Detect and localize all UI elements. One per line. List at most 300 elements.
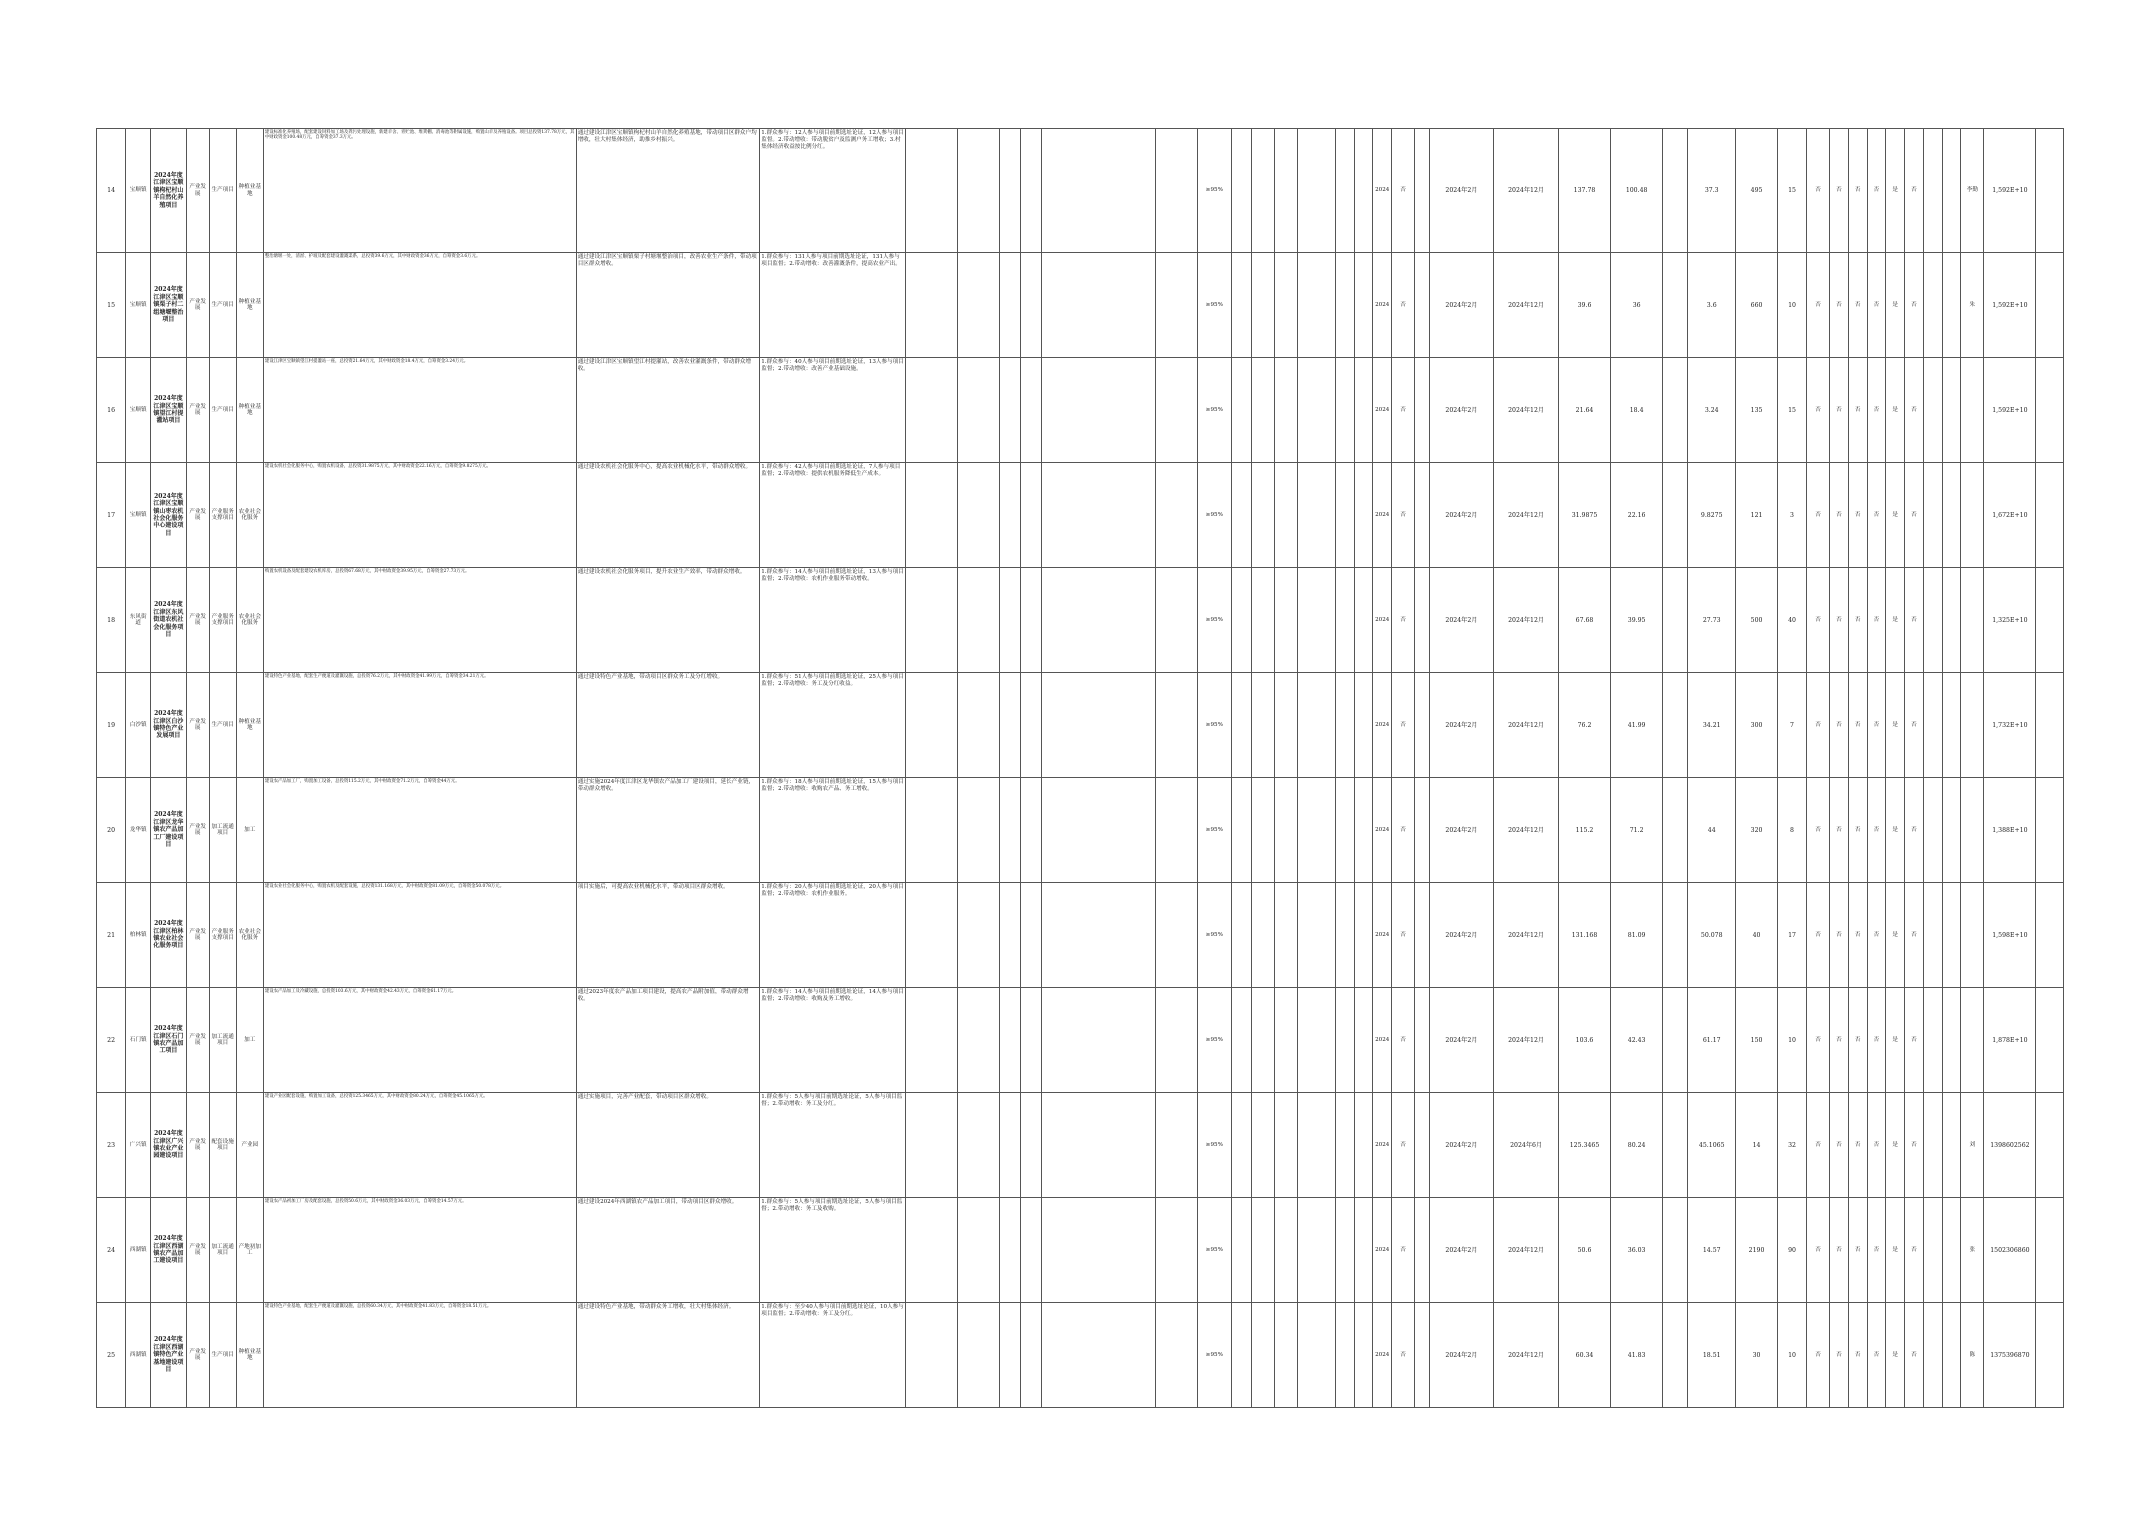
row-flag-no-5: 否 [1867,568,1886,673]
row-rate: ≥95% [1198,883,1231,988]
row-type: 产业发展 [186,253,209,358]
row-filler-a [906,988,958,1093]
row-flag-no-2: 否 [1807,778,1830,883]
row-start: 2024年2月 [1429,1303,1494,1408]
row-filler-k [1335,883,1354,988]
row-phone: 1398602562 [1984,1093,2036,1198]
row-phone: 1,672E+10 [1984,463,2036,568]
row-flag-no-4: 否 [1848,358,1867,463]
row-filler-g [1231,1093,1252,1198]
row-filler-q [2036,883,2064,988]
row-mechanism: 1.群众参与：5人参与项目前期选址论证，5人参与项目监督；2.带动增收：务工及收购。 [760,1198,906,1303]
row-filler-e [1041,253,1156,358]
row-filler-d [1020,253,1041,358]
row-filler-a [906,778,958,883]
row-flag-no-2: 否 [1807,358,1830,463]
row-year: 2024 [1373,1093,1392,1198]
row-households: 14 [1736,1093,1778,1198]
row-rate: ≥95% [1198,129,1231,253]
row-filler-k [1335,1198,1354,1303]
row-filler-n [1663,1303,1688,1408]
row-filler-j [1298,1198,1336,1303]
row-category: 加工 [236,778,263,883]
row-filler-f [1156,883,1198,988]
row-filler-g [1231,778,1252,883]
row-subtype: 加工流通项目 [209,1198,236,1303]
row-filler-k [1335,129,1354,253]
project-table [96,128,2064,1408]
row-flag-no-6: 否 [1905,253,1924,358]
row-filler-a [906,883,958,988]
row-flag-yes: 是 [1886,1093,1905,1198]
row-self: 3.6 [1688,253,1736,358]
row-filler-m [1415,358,1430,463]
row-contact [1961,358,1984,463]
row-index: 14 [97,129,126,253]
row-total: 60.34 [1558,1303,1610,1408]
row-filler-m [1415,778,1430,883]
row-subtype: 生产项目 [209,673,236,778]
row-benefit: 通过2023年度农产品加工项目建设，提高农产品附加值，带动群众增收。 [576,988,760,1093]
row-town: 石门镇 [126,988,151,1093]
row-filler-c [1000,1198,1021,1303]
row-subtype: 生产项目 [209,253,236,358]
row-subtype: 配套设施项目 [209,1093,236,1198]
row-filler-h [1252,988,1275,1093]
row-filler-f [1156,129,1198,253]
row-filler-h [1252,568,1275,673]
row-total: 125.3465 [1558,1093,1610,1198]
row-filler-e [1041,988,1156,1093]
row-filler-k [1335,778,1354,883]
row-filler-e [1041,778,1156,883]
row-end: 2024年12月 [1494,1303,1559,1408]
row-total: 103.6 [1558,988,1610,1093]
row-phone: 1375396870 [1984,1303,2036,1408]
row-filler-h [1252,1303,1275,1408]
row-filler-g [1231,253,1252,358]
row-phone: 1,592E+10 [1984,358,2036,463]
row-filler-m [1415,129,1430,253]
row-filler-f [1156,1198,1198,1303]
row-flag-no-5: 否 [1867,253,1886,358]
row-town: 宝顺镇 [126,129,151,253]
row-subtype: 加工流通项目 [209,778,236,883]
row-flag-no-6: 否 [1905,1093,1924,1198]
row-end: 2024年12月 [1494,568,1559,673]
row-filler-f [1156,463,1198,568]
row-flag-no-3: 否 [1830,358,1849,463]
row-mechanism: 1.群众参与：14人参与项目前期选址论证，13人参与项目监督；2.带动增收：农机作业服务带动增收。 [760,568,906,673]
row-filler-b [958,568,1000,673]
row-contact: 朱 [1961,253,1984,358]
row-filler-l [1354,988,1373,1093]
row-flag-no-4: 否 [1848,1198,1867,1303]
row-rate: ≥95% [1198,1303,1231,1408]
row-filler-d [1020,568,1041,673]
row-filler-l [1354,129,1373,253]
row-content: 建设农产品加工厂，购置加工设备，总投资115.2万元，其中财政资金71.2万元，自筹资金44万元。 [263,778,576,883]
row-flag-no-3: 否 [1830,1093,1849,1198]
row-index: 21 [97,883,126,988]
row-mechanism: 1.群众参与：131人参与项目前期选址论证，131人参与项目监督；2.带动增收：改善灌溉条件，提高农业产出。 [760,253,906,358]
row-self: 50.078 [1688,883,1736,988]
row-phone: 1,388E+10 [1984,778,2036,883]
row-project-name: 2024年度江津区广兴镇农业产业园建设项目 [151,1093,186,1198]
row-end: 2024年12月 [1494,673,1559,778]
row-filler-k [1335,1303,1354,1408]
row-contact [1961,463,1984,568]
row-index: 20 [97,778,126,883]
row-filler-h [1252,1093,1275,1198]
row-town: 宝顺镇 [126,358,151,463]
row-filler-l [1354,883,1373,988]
row-index: 17 [97,463,126,568]
row-filler-a [906,1303,958,1408]
row-town: 西湖镇 [126,1198,151,1303]
row-phone: 1,592E+10 [1984,129,2036,253]
row-filler-c [1000,129,1021,253]
row-households: 660 [1736,253,1778,358]
row-town: 宝顺镇 [126,253,151,358]
row-filler-b [958,883,1000,988]
row-self: 27.73 [1688,568,1736,673]
row-filler-q [2036,358,2064,463]
row-flag-no-5: 否 [1867,463,1886,568]
row-flag-yes: 是 [1886,883,1905,988]
row-filler-c [1000,568,1021,673]
row-start: 2024年2月 [1429,358,1494,463]
row-filler-b [958,1198,1000,1303]
row-filler-q [2036,129,2064,253]
row-start: 2024年2月 [1429,463,1494,568]
row-flag-yes: 是 [1886,988,1905,1093]
row-total: 31.9875 [1558,463,1610,568]
row-filler-e [1041,1093,1156,1198]
row-filler-q [2036,673,2064,778]
row-households: 121 [1736,463,1778,568]
row-filler-c [1000,778,1021,883]
row-project-name: 2024年度江津区宝顺镇望江村提灌站项目 [151,358,186,463]
row-filler-g [1231,129,1252,253]
row-flag-no-3: 否 [1830,883,1849,988]
row-year: 2024 [1373,568,1392,673]
row-type: 产业发展 [186,988,209,1093]
row-flag-no: 否 [1392,1303,1415,1408]
table-row [97,883,2064,988]
row-start: 2024年2月 [1429,988,1494,1093]
row-filler-i [1275,883,1298,988]
row-flag-no-4: 否 [1848,1303,1867,1408]
row-category: 种植业基地 [236,129,263,253]
row-total: 21.64 [1558,358,1610,463]
row-filler-l [1354,568,1373,673]
row-filler-j [1298,358,1336,463]
row-filler-k [1335,1093,1354,1198]
row-filler-j [1298,1093,1336,1198]
row-flag-yes: 是 [1886,463,1905,568]
row-type: 产业发展 [186,883,209,988]
row-filler-j [1298,463,1336,568]
row-filler-l [1354,1093,1373,1198]
row-filler-d [1020,1093,1041,1198]
row-self: 37.3 [1688,129,1736,253]
row-flag-yes: 是 [1886,778,1905,883]
row-mechanism: 1.群众参与：至少40人参与项目前期选址论证，10人参与项目监督；2.带动增收：务工及分红。 [760,1303,906,1408]
row-self: 61.17 [1688,988,1736,1093]
table-row [97,988,2064,1093]
row-filler-d [1020,988,1041,1093]
table-row [97,1198,2064,1303]
row-filler-b [958,1093,1000,1198]
row-phone: 1502306860 [1984,1198,2036,1303]
row-filler-i [1275,253,1298,358]
row-filler-a [906,1093,958,1198]
row-filler-g [1231,988,1252,1093]
row-phone: 1,732E+10 [1984,673,2036,778]
row-filler-h [1252,463,1275,568]
row-flag-yes: 是 [1886,129,1905,253]
row-filler-q [2036,778,2064,883]
row-content: 购置农机设备及配套建设农机库房，总投资67.68万元，其中财政资金39.95万元，自筹资金27.73万元。 [263,568,576,673]
row-flag-no-2: 否 [1807,673,1830,778]
row-filler-p [1942,463,1961,568]
row-filler-k [1335,358,1354,463]
row-filler-e [1041,358,1156,463]
row-category: 农业社会化服务 [236,568,263,673]
row-town: 柏林镇 [126,883,151,988]
row-type: 产业发展 [186,778,209,883]
row-filler-d [1020,358,1041,463]
row-category: 种植业基地 [236,1303,263,1408]
row-content: 建设特色产业基地，配套生产便道及灌溉设施，总投资60.34万元，其中财政资金41.83万元，自筹资金18.51万元。 [263,1303,576,1408]
row-end: 2024年12月 [1494,358,1559,463]
row-filler-m [1415,883,1430,988]
row-category: 农业社会化服务 [236,883,263,988]
row-filler-j [1298,988,1336,1093]
row-flag-yes: 是 [1886,358,1905,463]
row-flag-no-4: 否 [1848,673,1867,778]
row-flag-no: 否 [1392,673,1415,778]
row-filler-a [906,358,958,463]
row-filler-g [1231,568,1252,673]
row-poor: 10 [1777,1303,1806,1408]
row-filler-l [1354,358,1373,463]
row-filler-l [1354,253,1373,358]
row-flag-no-6: 否 [1905,1303,1924,1408]
row-category: 种植业基地 [236,253,263,358]
row-households: 2190 [1736,1198,1778,1303]
row-filler-c [1000,673,1021,778]
row-filler-o [1923,778,1942,883]
row-content: 整治塘堰一处，清淤、护坡及配套建设灌溉渠系，总投资39.6万元，其中财政资金36万元，自筹资金3.6万元。 [263,253,576,358]
row-flag-no-6: 否 [1905,463,1924,568]
row-subtype: 产业服务支撑项目 [209,568,236,673]
row-flag-no: 否 [1392,1093,1415,1198]
row-content: 建设产业园配套设施，购置加工设备，总投资125.3465万元，其中财政资金80.24万元，自筹资金45.1065万元。 [263,1093,576,1198]
row-content: 建设农产品加工及冷藏设施，总投资103.6万元，其中财政资金42.43万元，自筹资金61.17万元。 [263,988,576,1093]
row-fiscal: 18.4 [1611,358,1663,463]
row-total: 39.6 [1558,253,1610,358]
row-filler-g [1231,1303,1252,1408]
row-category: 加工 [236,988,263,1093]
row-households: 135 [1736,358,1778,463]
row-filler-m [1415,673,1430,778]
row-fiscal: 36 [1611,253,1663,358]
row-filler-p [1942,129,1961,253]
row-benefit: 项目实施后，可提高农业机械化水平，带动项目区群众增收。 [576,883,760,988]
table-row [97,1093,2064,1198]
row-filler-e [1041,463,1156,568]
row-flag-no-4: 否 [1848,568,1867,673]
row-flag-no-5: 否 [1867,1303,1886,1408]
row-category: 种植业基地 [236,673,263,778]
row-self: 9.8275 [1688,463,1736,568]
row-filler-c [1000,1303,1021,1408]
row-poor: 10 [1777,988,1806,1093]
row-households: 40 [1736,883,1778,988]
row-filler-h [1252,883,1275,988]
row-type: 产业发展 [186,1198,209,1303]
row-filler-b [958,1303,1000,1408]
row-filler-c [1000,463,1021,568]
row-filler-h [1252,778,1275,883]
row-filler-i [1275,988,1298,1093]
row-flag-no-6: 否 [1905,1198,1924,1303]
row-filler-i [1275,778,1298,883]
row-filler-n [1663,253,1688,358]
row-year: 2024 [1373,883,1392,988]
row-fiscal: 42.43 [1611,988,1663,1093]
row-filler-d [1020,883,1041,988]
table-body [97,129,2064,1408]
row-town: 西湖镇 [126,1303,151,1408]
row-filler-g [1231,463,1252,568]
row-filler-k [1335,568,1354,673]
row-index: 25 [97,1303,126,1408]
row-town: 宝顺镇 [126,463,151,568]
row-flag-no: 否 [1392,778,1415,883]
row-end: 2024年12月 [1494,1198,1559,1303]
row-filler-i [1275,568,1298,673]
row-content: 建设标准化养殖场，配套建设饲料加工场及粪污处理设施，新建羊舍、青贮池、堆粪棚、消毒池等附属设施，购置山羊及养殖设备。项目总投资137.78万元，其中财政资金100.48万元，自筹资金37.3万元。 [263,129,576,253]
row-filler-c [1000,358,1021,463]
row-filler-m [1415,1198,1430,1303]
row-poor: 10 [1777,253,1806,358]
table-row [97,129,2064,253]
row-filler-b [958,253,1000,358]
row-fiscal: 36.03 [1611,1198,1663,1303]
table-row [97,358,2064,463]
row-year: 2024 [1373,988,1392,1093]
row-content: 建设江津区宝顺镇望江村提灌站一座，总投资21.64万元，其中财政资金18.4万元，自筹资金3.24万元。 [263,358,576,463]
row-index: 15 [97,253,126,358]
row-self: 34.21 [1688,673,1736,778]
row-filler-e [1041,1303,1156,1408]
row-end: 2024年12月 [1494,463,1559,568]
row-project-name: 2024年度江津区宝顺镇栗子村二组塘堰整治项目 [151,253,186,358]
row-fiscal: 80.24 [1611,1093,1663,1198]
row-filler-m [1415,1093,1430,1198]
row-flag-no-4: 否 [1848,129,1867,253]
row-year: 2024 [1373,778,1392,883]
row-flag-no: 否 [1392,358,1415,463]
row-filler-g [1231,358,1252,463]
row-flag-no-6: 否 [1905,883,1924,988]
row-benefit: 通过建设江津区宝顺镇望江村提灌站，改善农业灌溉条件，带动群众增收。 [576,358,760,463]
row-benefit: 通过建设农机社会化服务项目，提升农业生产效率，带动群众增收。 [576,568,760,673]
row-index: 22 [97,988,126,1093]
row-filler-n [1663,358,1688,463]
row-flag-no: 否 [1392,988,1415,1093]
row-self: 44 [1688,778,1736,883]
row-index: 23 [97,1093,126,1198]
row-type: 产业发展 [186,1303,209,1408]
row-filler-l [1354,778,1373,883]
row-type: 产业发展 [186,1093,209,1198]
row-filler-q [2036,1303,2064,1408]
row-filler-o [1923,129,1942,253]
row-filler-i [1275,1303,1298,1408]
row-filler-q [2036,253,2064,358]
row-filler-f [1156,988,1198,1093]
row-content: 建设农产品初加工厂房及配套设施，总投资50.6万元，其中财政资金36.03万元，自筹资金14.57万元。 [263,1198,576,1303]
row-town: 龙华镇 [126,778,151,883]
row-contact [1961,568,1984,673]
row-flag-no-3: 否 [1830,463,1849,568]
row-flag-no-4: 否 [1848,778,1867,883]
row-flag-no-2: 否 [1807,988,1830,1093]
row-subtype: 生产项目 [209,358,236,463]
row-flag-no-3: 否 [1830,253,1849,358]
row-filler-p [1942,778,1961,883]
row-filler-b [958,778,1000,883]
row-flag-no-5: 否 [1867,1198,1886,1303]
row-benefit: 通过建设农机社会化服务中心，提高农业机械化水平，带动群众增收。 [576,463,760,568]
row-filler-b [958,129,1000,253]
row-filler-i [1275,358,1298,463]
row-filler-o [1923,568,1942,673]
row-filler-o [1923,463,1942,568]
row-filler-d [1020,1303,1041,1408]
row-rate: ≥95% [1198,463,1231,568]
row-subtype: 加工流通项目 [209,988,236,1093]
table-row [97,253,2064,358]
table-row [97,673,2064,778]
row-project-name: 2024年度江津区白沙镇特色产业发展项目 [151,673,186,778]
row-start: 2024年2月 [1429,253,1494,358]
row-index: 18 [97,568,126,673]
row-contact [1961,883,1984,988]
row-filler-q [2036,463,2064,568]
row-contact [1961,988,1984,1093]
row-fiscal: 100.48 [1611,129,1663,253]
row-flag-no-2: 否 [1807,883,1830,988]
row-filler-m [1415,988,1430,1093]
row-filler-k [1335,253,1354,358]
row-filler-o [1923,1093,1942,1198]
row-filler-a [906,568,958,673]
row-index: 16 [97,358,126,463]
row-filler-f [1156,253,1198,358]
row-filler-p [1942,253,1961,358]
row-poor: 15 [1777,129,1806,253]
row-end: 2024年6月 [1494,1093,1559,1198]
row-filler-o [1923,1303,1942,1408]
row-flag-no: 否 [1392,883,1415,988]
row-flag-yes: 是 [1886,1303,1905,1408]
row-filler-d [1020,463,1041,568]
